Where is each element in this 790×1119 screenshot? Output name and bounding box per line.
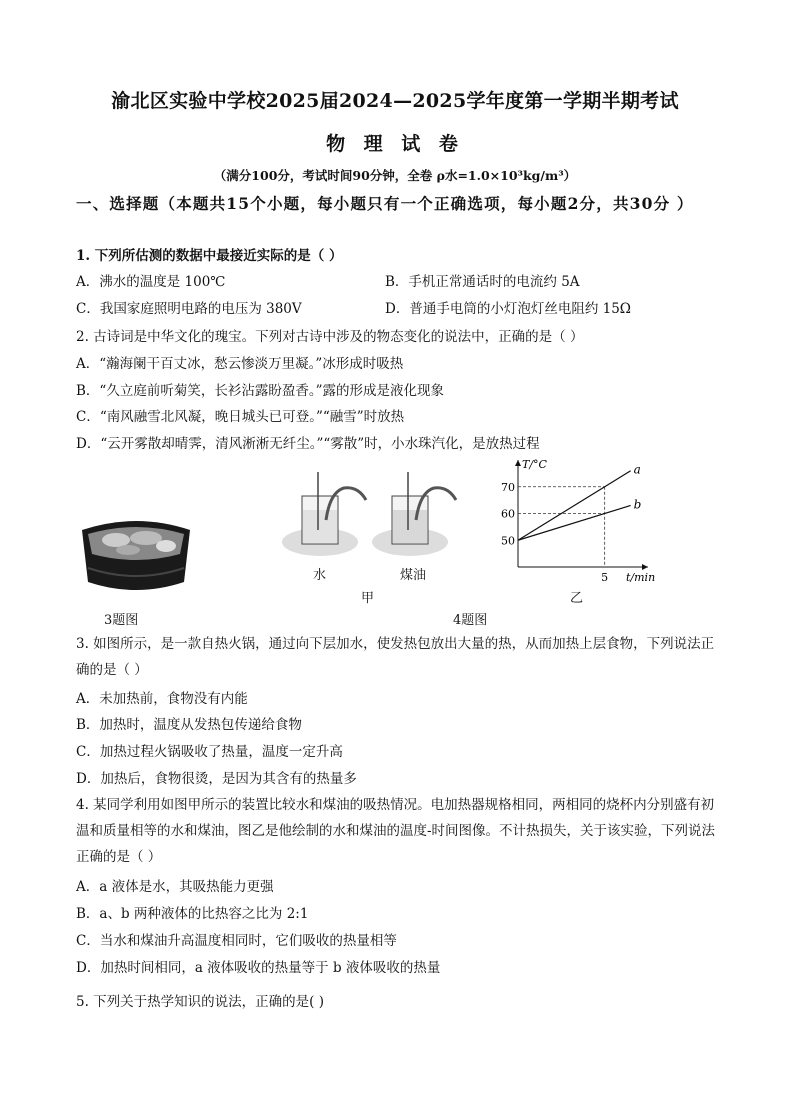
fig-jia-label: 甲: [361, 591, 375, 606]
q4-option-a: A．a 液体是水，其吸热能力更强: [76, 879, 274, 895]
q1-stem: 1. 下列所估测的数据中最接近实际的是（ ）: [76, 248, 343, 264]
q2-option-d: D．“云开雾散却晴霁，清风淅淅无纤尘。”“雾散”时，小水珠汽化，是放热过程: [76, 436, 540, 452]
series-line-b: [518, 505, 631, 540]
hotpot-image: [76, 508, 196, 598]
q2-option-b: B．“久立庭前听菊笑，长衫沾露盼盈香。”露的形成是液化现象: [76, 383, 444, 399]
exam-subtitle: 物 理 试 卷: [326, 133, 464, 155]
q4-option-d: D．加热时间相同，a 液体吸收的热量等于 b 液体吸收的热量: [76, 960, 441, 976]
beakers-image: [278, 470, 478, 562]
q3-option-b: B．加热时，温度从发热包传递给食物: [76, 717, 302, 733]
q4-option-b: B．a、b 两种液体的比热容之比为 2:1: [76, 906, 309, 922]
q3-stem: 3. 如图所示，是一款自热火锅，通过向下层加水，使发热包放出大量的热，从而加热上层食物，下列说法正确的是（ ）: [76, 636, 715, 678]
fig-yi-label: 乙: [570, 591, 584, 606]
fig4-caption: 4题图: [453, 613, 488, 628]
q1-option-a: A．沸水的温度是 100℃: [76, 274, 226, 290]
q4-option-c: C．当水和煤油升高温度相同时，它们吸收的热量相等: [76, 933, 397, 949]
q1-option-d: D．普通手电筒的小灯泡灯丝电阻约 15Ω: [385, 301, 631, 317]
y-tick-label-50: 50: [501, 534, 515, 548]
temperature-time-graph: [498, 452, 658, 582]
series-label-a: a: [633, 462, 641, 477]
kerosene-label: 煤油: [400, 568, 427, 583]
water-label: 水: [313, 568, 327, 583]
y-tick-label-60: 60: [501, 507, 515, 521]
exam-title: 渝北区实验中学校2025届2024—2025学年度第一学期半期考试: [111, 90, 679, 112]
y-tick-label-70: 70: [501, 480, 515, 494]
series-line-a: [518, 471, 631, 541]
q3-option-a: A．未加热前，食物没有内能: [76, 691, 248, 707]
y-axis-label: T/°C: [522, 458, 547, 471]
fig3-caption: 3题图: [104, 613, 139, 628]
q2-option-a: A．“瀚海阑干百丈冰，愁云惨淡万里凝。”冰形成时吸热: [76, 356, 404, 372]
exam-note: （满分100分，考试时间90分钟，全卷 ρ水=1.0×10³kg/m³）: [213, 168, 577, 183]
q4-stem: 4. 某同学利用如图甲所示的装置比较水和煤油的吸热情况。电加热器规格相同，两相同的烧杯内分别盛有初温和质量相等的水和煤油，图乙是他绘制的水和煤油的温度-时间图像。不计热损失，关于该实验，下列说法正确的是（ ）: [76, 797, 716, 865]
q5-stem: 5. 下列关于热学知识的说法，正确的是( ): [76, 994, 324, 1010]
q2-stem: 2. 古诗词是中华文化的瑰宝。下列对古诗中涉及的物态变化的说法中，正确的是（ ）: [76, 329, 584, 345]
x-tick-label-5: 5: [601, 571, 609, 582]
series-label-b: b: [633, 497, 642, 512]
q3-option-c: C．加热过程火锅吸收了热量，温度一定升高: [76, 744, 343, 760]
q3-option-d: D．加热后，食物很烫，是因为其含有的热量多: [76, 771, 357, 787]
q1-option-c: C．我国家庭照明电路的电压为 380V: [76, 301, 302, 317]
section-heading: 一、选择题（本题共15个小题，每小题只有一个正确选项，每小题2分，共30分 ）: [76, 194, 694, 213]
x-axis-label: t/min: [626, 571, 656, 582]
q2-option-c: C．“南风融雪北风凝，晚日城头已可登。”“融雪”时放热: [76, 409, 405, 425]
q1-option-b: B．手机正常通话时的电流约 5A: [385, 274, 580, 290]
